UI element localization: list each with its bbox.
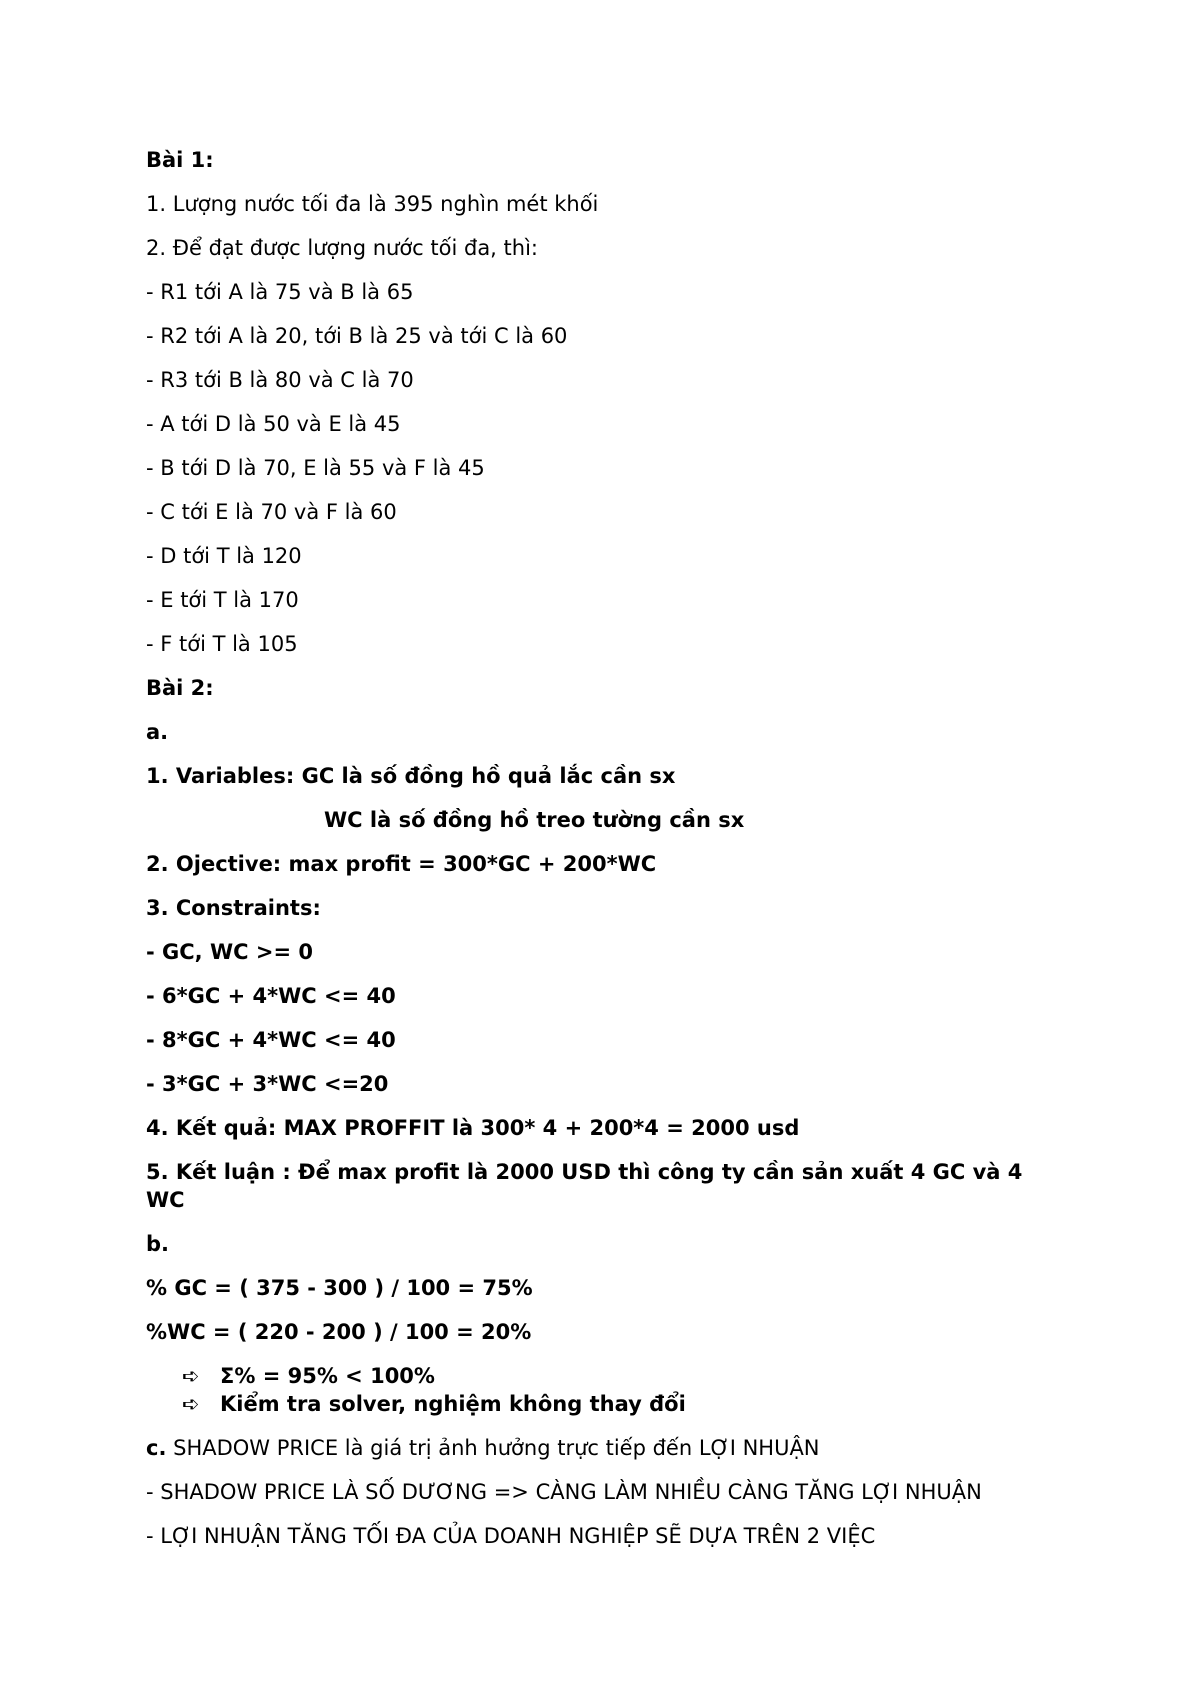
bai2-objective: 2. Ojective: max profit = 300*GC + 200*WC	[146, 852, 657, 876]
bai2-arrow-item-1	[182, 1362, 435, 1390]
bai2-arrow-item-2	[182, 1390, 686, 1418]
bai2-variables-2: WC là số đồng hồ treo tường cần sx	[324, 808, 745, 832]
bai1-item: - C tới E là 70 và F là 60	[146, 500, 397, 524]
bai1-item: - A tới D là 50 và E là 45	[146, 412, 401, 436]
bai2-part-b: b.	[146, 1232, 170, 1256]
bai1-line-1: 1. Lượng nước tối đa là 395 nghìn mét khối	[146, 192, 599, 216]
bai1-item: - F tới T là 105	[146, 632, 298, 656]
arrow-right-icon: ➪	[182, 1364, 200, 1388]
bai2-part-c-text: SHADOW PRICE là giá trị ảnh hưởng trực tiếp đến LỢI NHUẬN	[166, 1436, 820, 1460]
bai2-c-line-2: - SHADOW PRICE LÀ SỐ DƯƠNG => CÀNG LÀM NHIỀU CÀNG TĂNG LỢI NHUẬN	[146, 1480, 982, 1504]
bai1-item: - R1 tới A là 75 và B là 65	[146, 280, 414, 304]
bai2-constraints-title: 3. Constraints:	[146, 896, 321, 920]
bai2-heading: Bài 2:	[146, 676, 214, 700]
bai2-pct-wc: %WC = ( 220 - 200 ) / 100 = 20%	[146, 1320, 532, 1344]
bai2-constraint: - 3*GC + 3*WC <=20	[146, 1072, 389, 1096]
bai2-conclusion: 5. Kết luận : Để max profit là 2000 USD thì công ty cần sản xuất 4 GC và 4 WC	[146, 1160, 1023, 1212]
bai2-arrow-text-1: Σ% = 95% < 100%	[220, 1364, 435, 1388]
bai1-line-2: 2. Để đạt được lượng nước tối đa, thì:	[146, 236, 538, 260]
bai2-part-a: a.	[146, 720, 169, 744]
bai1-heading: Bài 1:	[146, 148, 214, 172]
bai1-item: - E tới T là 170	[146, 588, 299, 612]
bai1-item: - R2 tới A là 20, tới B là 25 và tới C là 60	[146, 324, 568, 348]
bai2-part-c	[146, 1434, 820, 1462]
bai2-pct-gc: % GC = ( 375 - 300 ) / 100 = 75%	[146, 1276, 533, 1300]
bai2-result: 4. Kết quả: MAX PROFFIT là 300* 4 + 200*4 = 2000 usd	[146, 1116, 800, 1140]
bai2-constraint: - 6*GC + 4*WC <= 40	[146, 984, 396, 1008]
bai2-constraint: - GC, WC >= 0	[146, 940, 313, 964]
arrow-right-icon: ➪	[182, 1392, 200, 1416]
bai2-variables-1: 1. Variables: GC là số đồng hồ quả lắc cần sx	[146, 764, 676, 788]
bai2-constraint: - 8*GC + 4*WC <= 40	[146, 1028, 396, 1052]
bai1-item: - R3 tới B là 80 và C là 70	[146, 368, 414, 392]
bai1-item: - B tới D là 70, E là 55 và F là 45	[146, 456, 485, 480]
bai2-arrow-text-2: Kiểm tra solver, nghiệm không thay đổi	[220, 1392, 686, 1416]
bai1-item: - D tới T là 120	[146, 544, 302, 568]
bai2-part-c-label: c.	[146, 1436, 167, 1460]
bai2-c-line-3: - LỢI NHUẬN TĂNG TỐI ĐA CỦA DOANH NGHIỆP SẼ DỰA TRÊN 2 VIỆC	[146, 1524, 876, 1548]
